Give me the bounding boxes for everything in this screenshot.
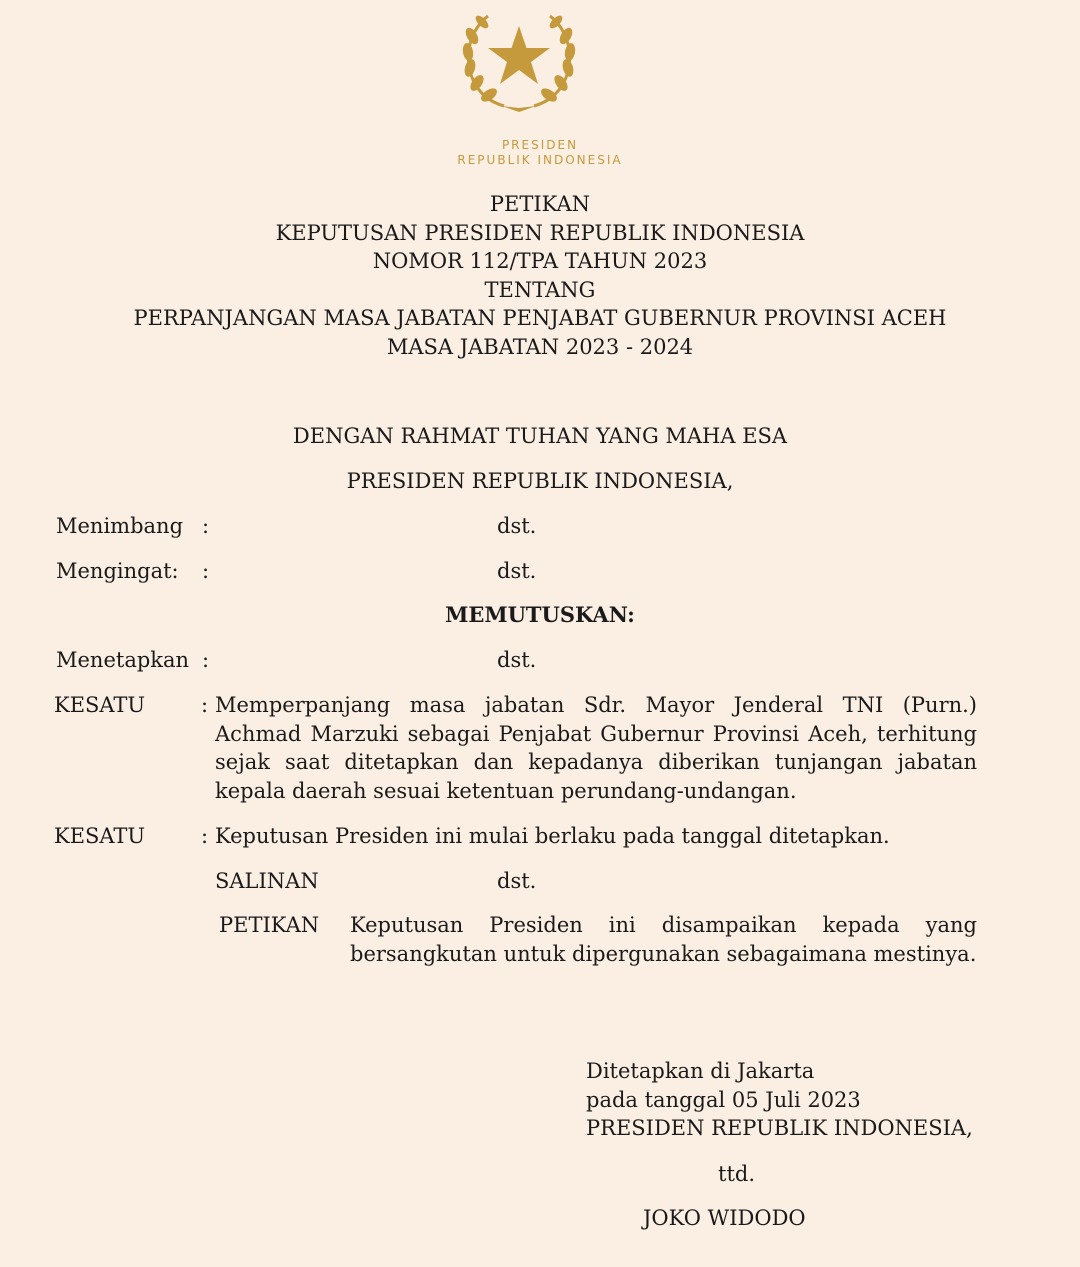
- kesatu1-colon: :: [201, 693, 209, 717]
- menimbang-colon: :: [202, 514, 210, 538]
- signature-office: PRESIDEN REPUBLIK INDONESIA,: [586, 1116, 973, 1140]
- preamble-presiden: PRESIDEN REPUBLIK INDONESIA,: [346, 469, 734, 493]
- title-line-subject: PERPANJANGAN MASA JABATAN PENJABAT GUBERNUR PROVINSI ACEH: [133, 306, 947, 330]
- title-line-petikan: PETIKAN: [489, 192, 591, 216]
- mengingat-value: dst.: [497, 559, 537, 583]
- signature-name: JOKO WIDODO: [643, 1206, 806, 1230]
- signature-place: Ditetapkan di Jakarta: [586, 1059, 815, 1083]
- kesatu1-text: Memperpanjang masa jabatan Sdr. Mayor Jenderal TNI (Purn.) Achmad Marzuki sebagai Penjabat Gubernur Provinsi Aceh, terhitung sejak saat ditetapkan dan kepadanya diberikan tunjangan jabatan kepala daerah sesuai ketentuan perundang-undangan.: [215, 693, 977, 803]
- petikan-label: PETIKAN: [219, 913, 320, 937]
- signature-ttd: ttd.: [718, 1162, 755, 1186]
- decree-title: [0, 190, 1080, 361]
- emblem-caption-line1: PRESIDEN: [501, 138, 579, 152]
- memutuskan-heading: MEMUTUSKAN:: [445, 602, 635, 627]
- mengingat-label: Mengingat:: [56, 559, 179, 583]
- mengingat-colon: :: [202, 559, 210, 583]
- title-line-nomor: NOMOR 112/TPA TAHUN 2023: [372, 249, 708, 273]
- preamble-rahmat: DENGAN RAHMAT TUHAN YANG MAHA ESA: [292, 424, 788, 448]
- kesatu2-text: Keputusan Presiden ini mulai berlaku pada tanggal ditetapkan.: [215, 824, 890, 848]
- signature-date: pada tanggal 05 Juli 2023: [586, 1088, 861, 1112]
- menimbang-label: Menimbang: [56, 514, 184, 538]
- menetapkan-label: Menetapkan: [56, 648, 190, 672]
- title-line-tentang: TENTANG: [484, 277, 596, 302]
- menetapkan-value: dst.: [497, 648, 537, 672]
- kesatu2-colon: :: [201, 824, 209, 848]
- kesatu1-label: KESATU: [54, 693, 146, 717]
- menetapkan-colon: :: [202, 648, 210, 672]
- title-line-period: MASA JABATAN 2023 - 2024: [386, 334, 694, 359]
- title-line-keputusan: KEPUTUSAN PRESIDEN REPUBLIK INDONESIA: [275, 220, 805, 245]
- salinan-label: SALINAN: [215, 869, 319, 893]
- kesatu2-label: KESATU: [54, 824, 146, 848]
- salinan-value: dst.: [497, 869, 537, 893]
- petikan-text: Keputusan Presiden ini disampaikan kepada yang bersangkutan untuk dipergunakan sebagaimana mestinya.: [350, 913, 977, 966]
- presidential-emblem-icon: [462, 6, 576, 116]
- menimbang-value: dst.: [497, 514, 537, 538]
- emblem-caption-line2: REPUBLIK INDONESIA: [457, 153, 623, 167]
